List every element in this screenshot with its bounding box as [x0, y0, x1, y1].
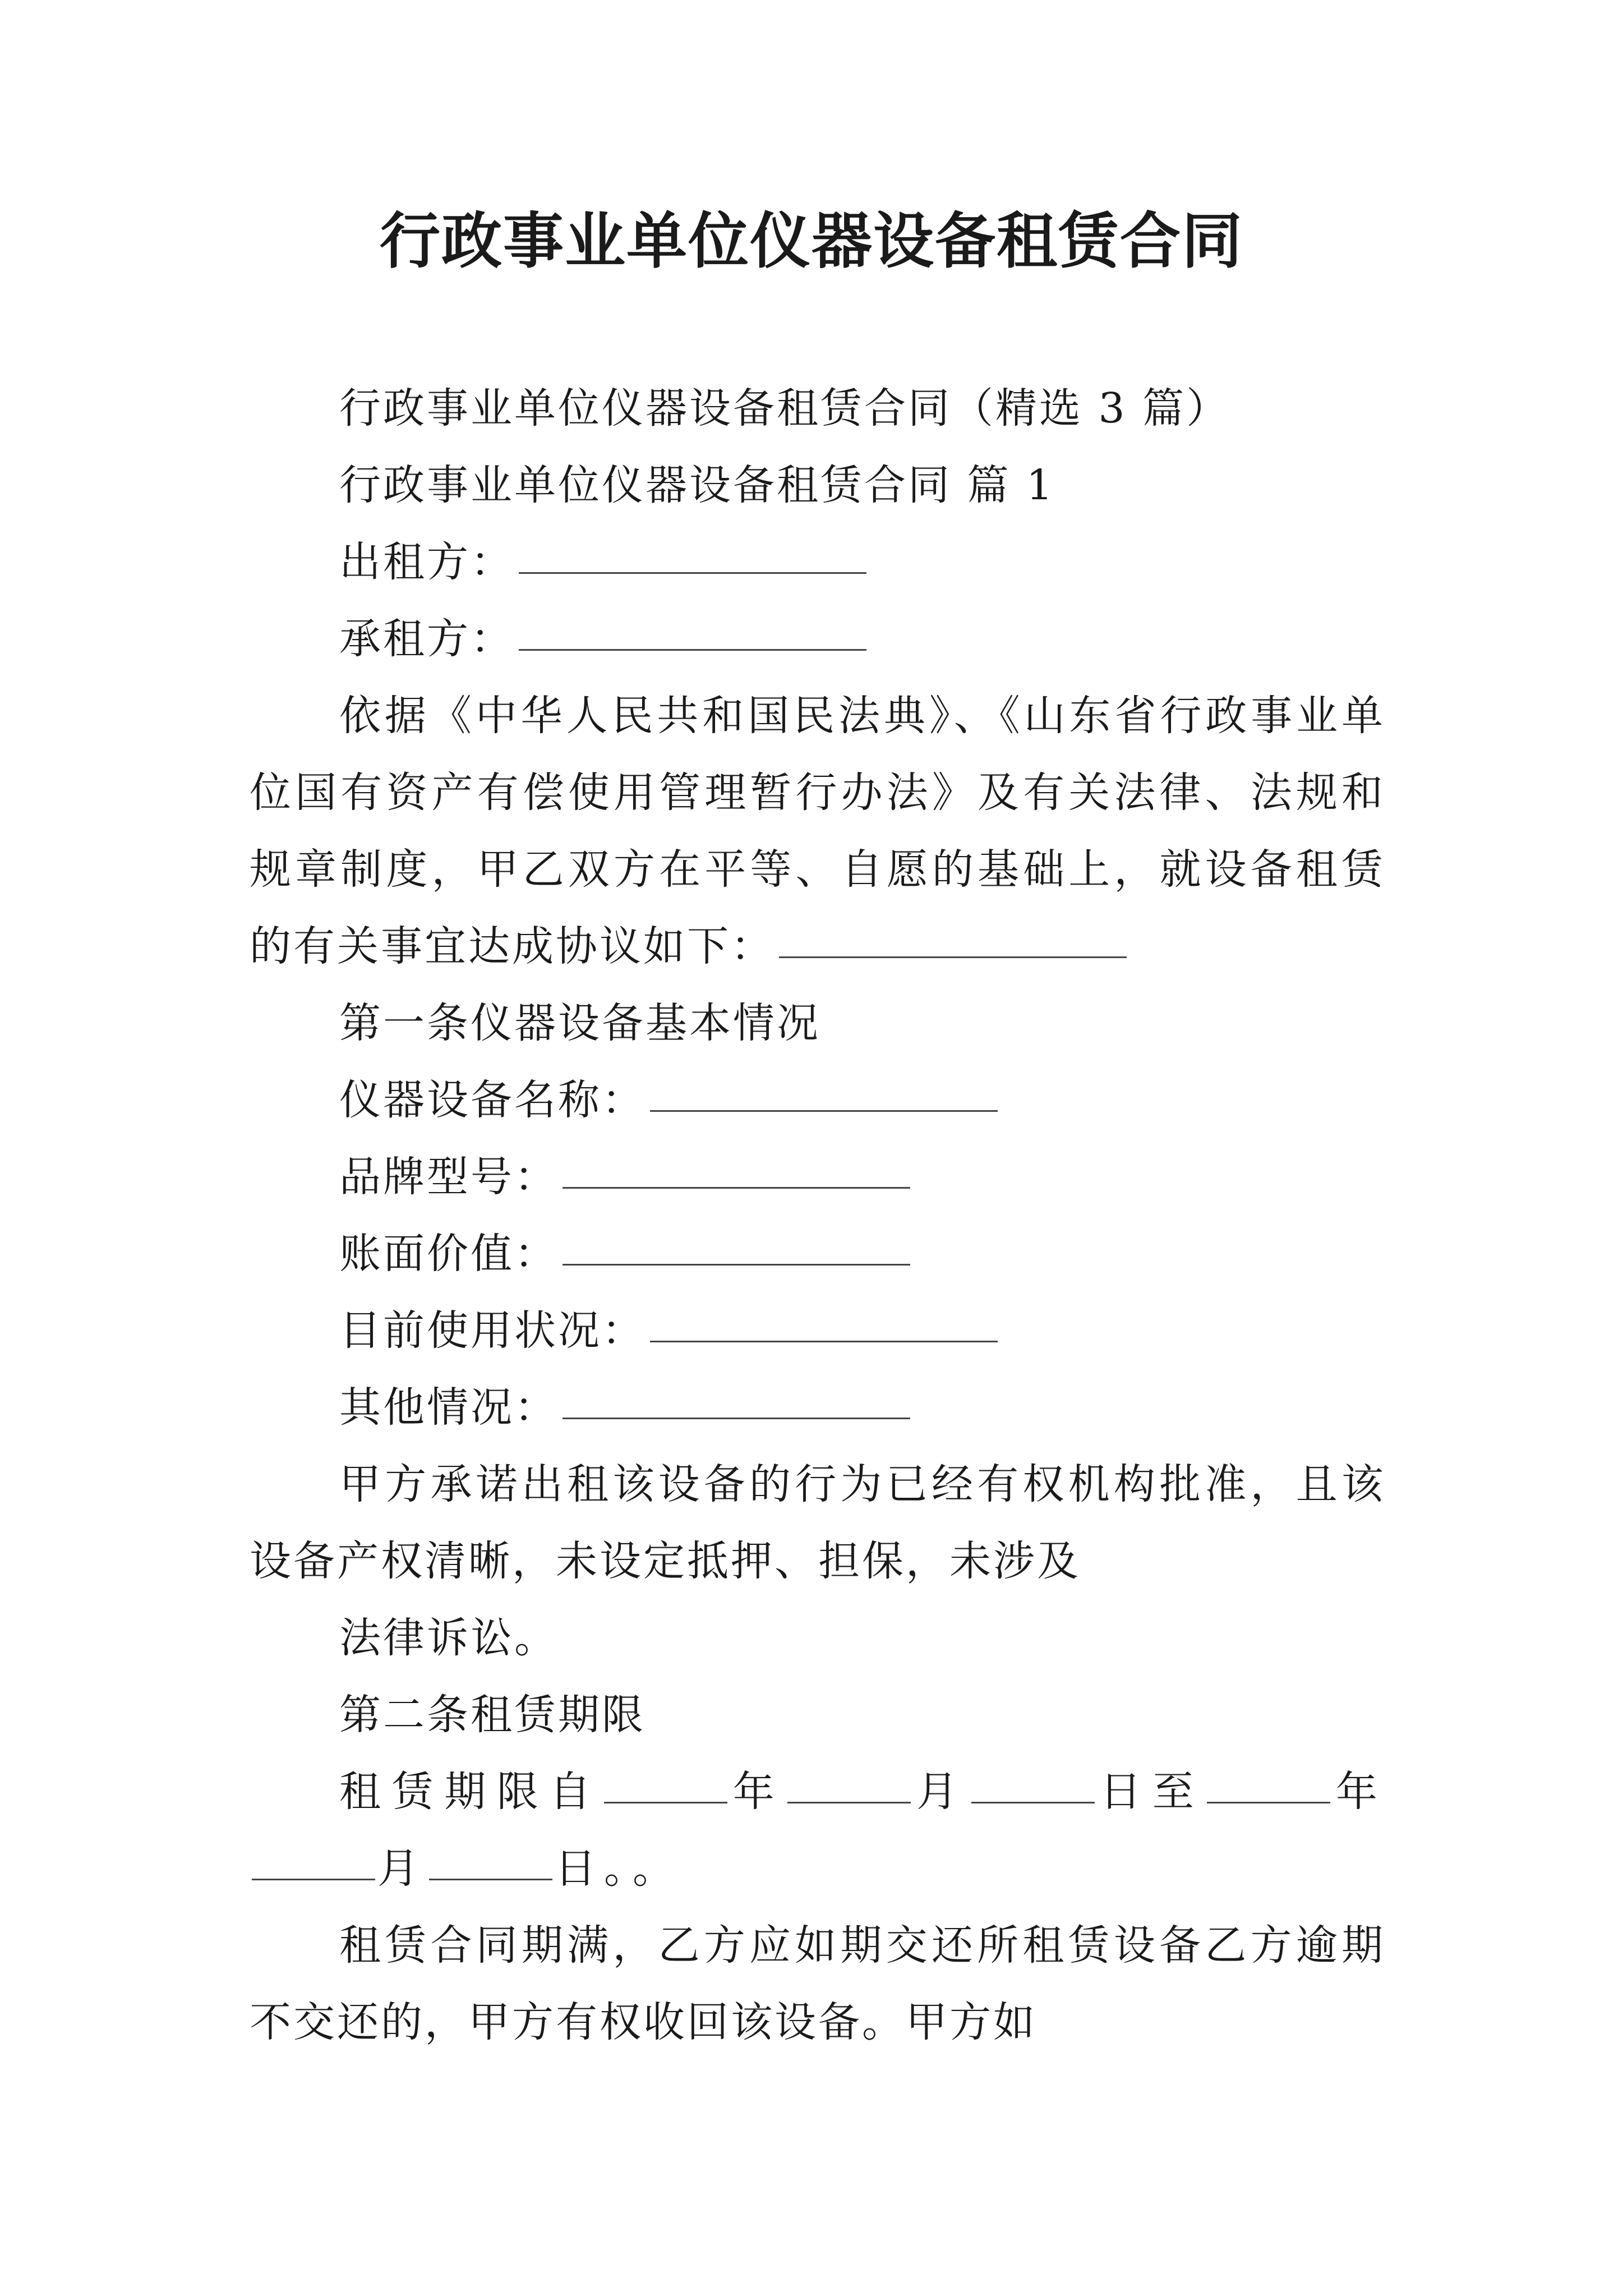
other-label: 其他情况：: [339, 1383, 558, 1432]
lessor-line: [250, 524, 1385, 601]
current-status-blank[interactable]: [650, 1340, 998, 1342]
intro-paragraph: [250, 678, 1385, 985]
expiry-paragraph: 租赁合同期满，乙方应如期交还所租赁设备乙方逾期不交还的，甲方有权收回该设备。甲方如: [250, 1921, 1385, 2046]
article2-heading: 第二条租赁期限: [339, 1691, 645, 1739]
book-value-label: 账面价值：: [339, 1230, 558, 1278]
start-year-label: 年: [730, 1768, 786, 1816]
end-day-blank[interactable]: [429, 1878, 552, 1880]
document-title: 行政事业单位仪器设备租赁合同: [379, 206, 1243, 277]
lessee-blank[interactable]: [519, 648, 866, 651]
section-heading: 行政事业单位仪器设备租赁合同 篇 1: [339, 461, 1055, 509]
term-prefix: 租赁期限自: [339, 1768, 602, 1816]
commitment-continuation: 法律诉讼。: [339, 1614, 558, 1662]
lessor-label: 出租方：: [339, 538, 514, 586]
term-paragraph: [250, 1754, 1385, 1907]
document-body: [250, 370, 1385, 2061]
equipment-name-label: 仪器设备名称：: [339, 1076, 645, 1124]
subtitle-paragraph: 行政事业单位仪器设备租赁合同（精选 3 篇）: [339, 384, 1230, 432]
brand-model-label: 品牌型号：: [339, 1153, 558, 1201]
start-month-label: 月: [913, 1768, 969, 1816]
article1-heading: 第一条仪器设备基本情况: [339, 999, 820, 1047]
current-status-line: [250, 1292, 1385, 1369]
end-year-label: 年: [1332, 1768, 1386, 1816]
book-value-line: [250, 1216, 1385, 1292]
other-blank[interactable]: [562, 1417, 910, 1419]
lessee-line: [250, 601, 1385, 678]
end-month-label: 月: [377, 1844, 427, 1893]
term-end-label: 日。。: [555, 1844, 682, 1893]
end-month-blank[interactable]: [252, 1878, 375, 1880]
book-value-blank[interactable]: [562, 1263, 910, 1266]
start-year-blank[interactable]: [604, 1801, 727, 1803]
other-line: [250, 1369, 1385, 1446]
intro-text: 依据《中华人民共和国民法典》、《山东省行政事业单位国有资产有偿使用管理暂行办法》及有关法律、法规和规章制度，甲乙双方在平等、自愿的基础上，就设备租赁的有关事宜达成协议如下：: [250, 692, 1385, 970]
current-status-label: 目前使用状况：: [339, 1306, 645, 1355]
intro-blank[interactable]: [779, 956, 1127, 958]
start-day-to-label: 日至: [1096, 1768, 1205, 1816]
brand-model-blank[interactable]: [562, 1186, 910, 1189]
lessor-blank[interactable]: [519, 572, 866, 574]
equipment-name-blank[interactable]: [650, 1110, 998, 1112]
end-year-blank[interactable]: [1207, 1801, 1330, 1803]
start-day-blank[interactable]: [971, 1801, 1095, 1803]
commitment-paragraph: 甲方承诺出租该设备的行为已经有权机构批准，且该设备产权清晰，未设定抵押、担保，未涉及: [250, 1460, 1385, 1585]
lessee-label: 承租方：: [339, 615, 514, 663]
start-month-blank[interactable]: [787, 1801, 911, 1803]
equipment-name-line: [250, 1062, 1385, 1139]
brand-model-line: [250, 1139, 1385, 1216]
